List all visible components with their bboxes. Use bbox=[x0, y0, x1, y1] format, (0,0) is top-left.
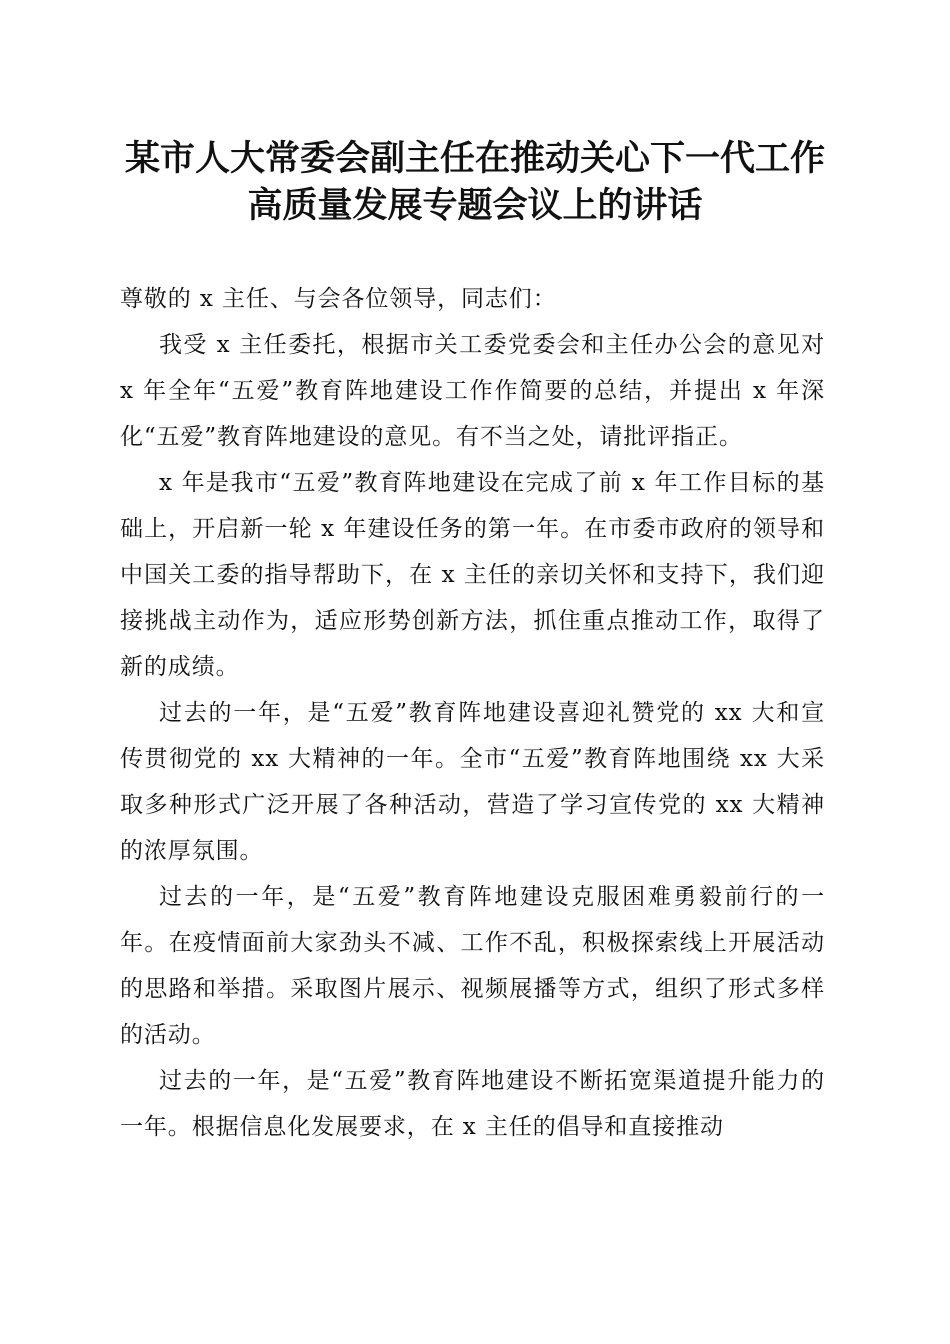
document-body bbox=[120, 276, 825, 1150]
salutation: 尊敬的 x 主任、与会各位领导，同志们： bbox=[120, 286, 557, 312]
document-title-line-1: 某市人大常委会副主任在推动关心下一代工作 bbox=[124, 138, 825, 179]
body-paragraph-2: x 年是我市“五爱”教育阵地建设在完成了前 x 年工作目标的基础上，开启新一轮 x 年建设任务的第一年。在市委市政府的领导和中国关工委的指导帮助下，在 x 主任的亲切关怀和支持下，我们迎接挑战主动作为，适应形势创新方法，抓住重点推动工作，取得了新的成绩。 bbox=[120, 470, 825, 680]
body-paragraph-5: 过去的一年，是“五爱”教育阵地建设不断拓宽渠道提升能力的一年。根据信息化发展要求，在 x 主任的倡导和直接推动 bbox=[120, 1068, 825, 1140]
body-paragraph-4: 过去的一年，是“五爱”教育阵地建设克服困难勇毅前行的一年。在疫情面前大家劲头不减、工作不乱，积极探索线上开展活动的思路和举措。采取图片展示、视频展播等方式，组织了形式多样的活动。 bbox=[120, 884, 825, 1048]
document-title-line-2: 高质量发展专题会议上的讲话 bbox=[247, 185, 703, 226]
body-paragraph-3: 过去的一年，是“五爱”教育阵地建设喜迎礼赞党的 xx 大和宣传贯彻党的 xx 大精神的一年。全市“五爱”教育阵地围绕 xx 大采取多种形式广泛开展了各种活动，营造了学习宣传党的 xx 大精神的浓厚氛围。 bbox=[120, 700, 825, 864]
body-paragraph-1: 我受 x 主任委托，根据市关工委党委会和主任办公会的意见对 x 年全年“五爱”教育阵地建设工作作简要的总结，并提出 x 年深化“五爱”教育阵地建设的意见。有不当之处，请批评指正。 bbox=[120, 332, 825, 450]
